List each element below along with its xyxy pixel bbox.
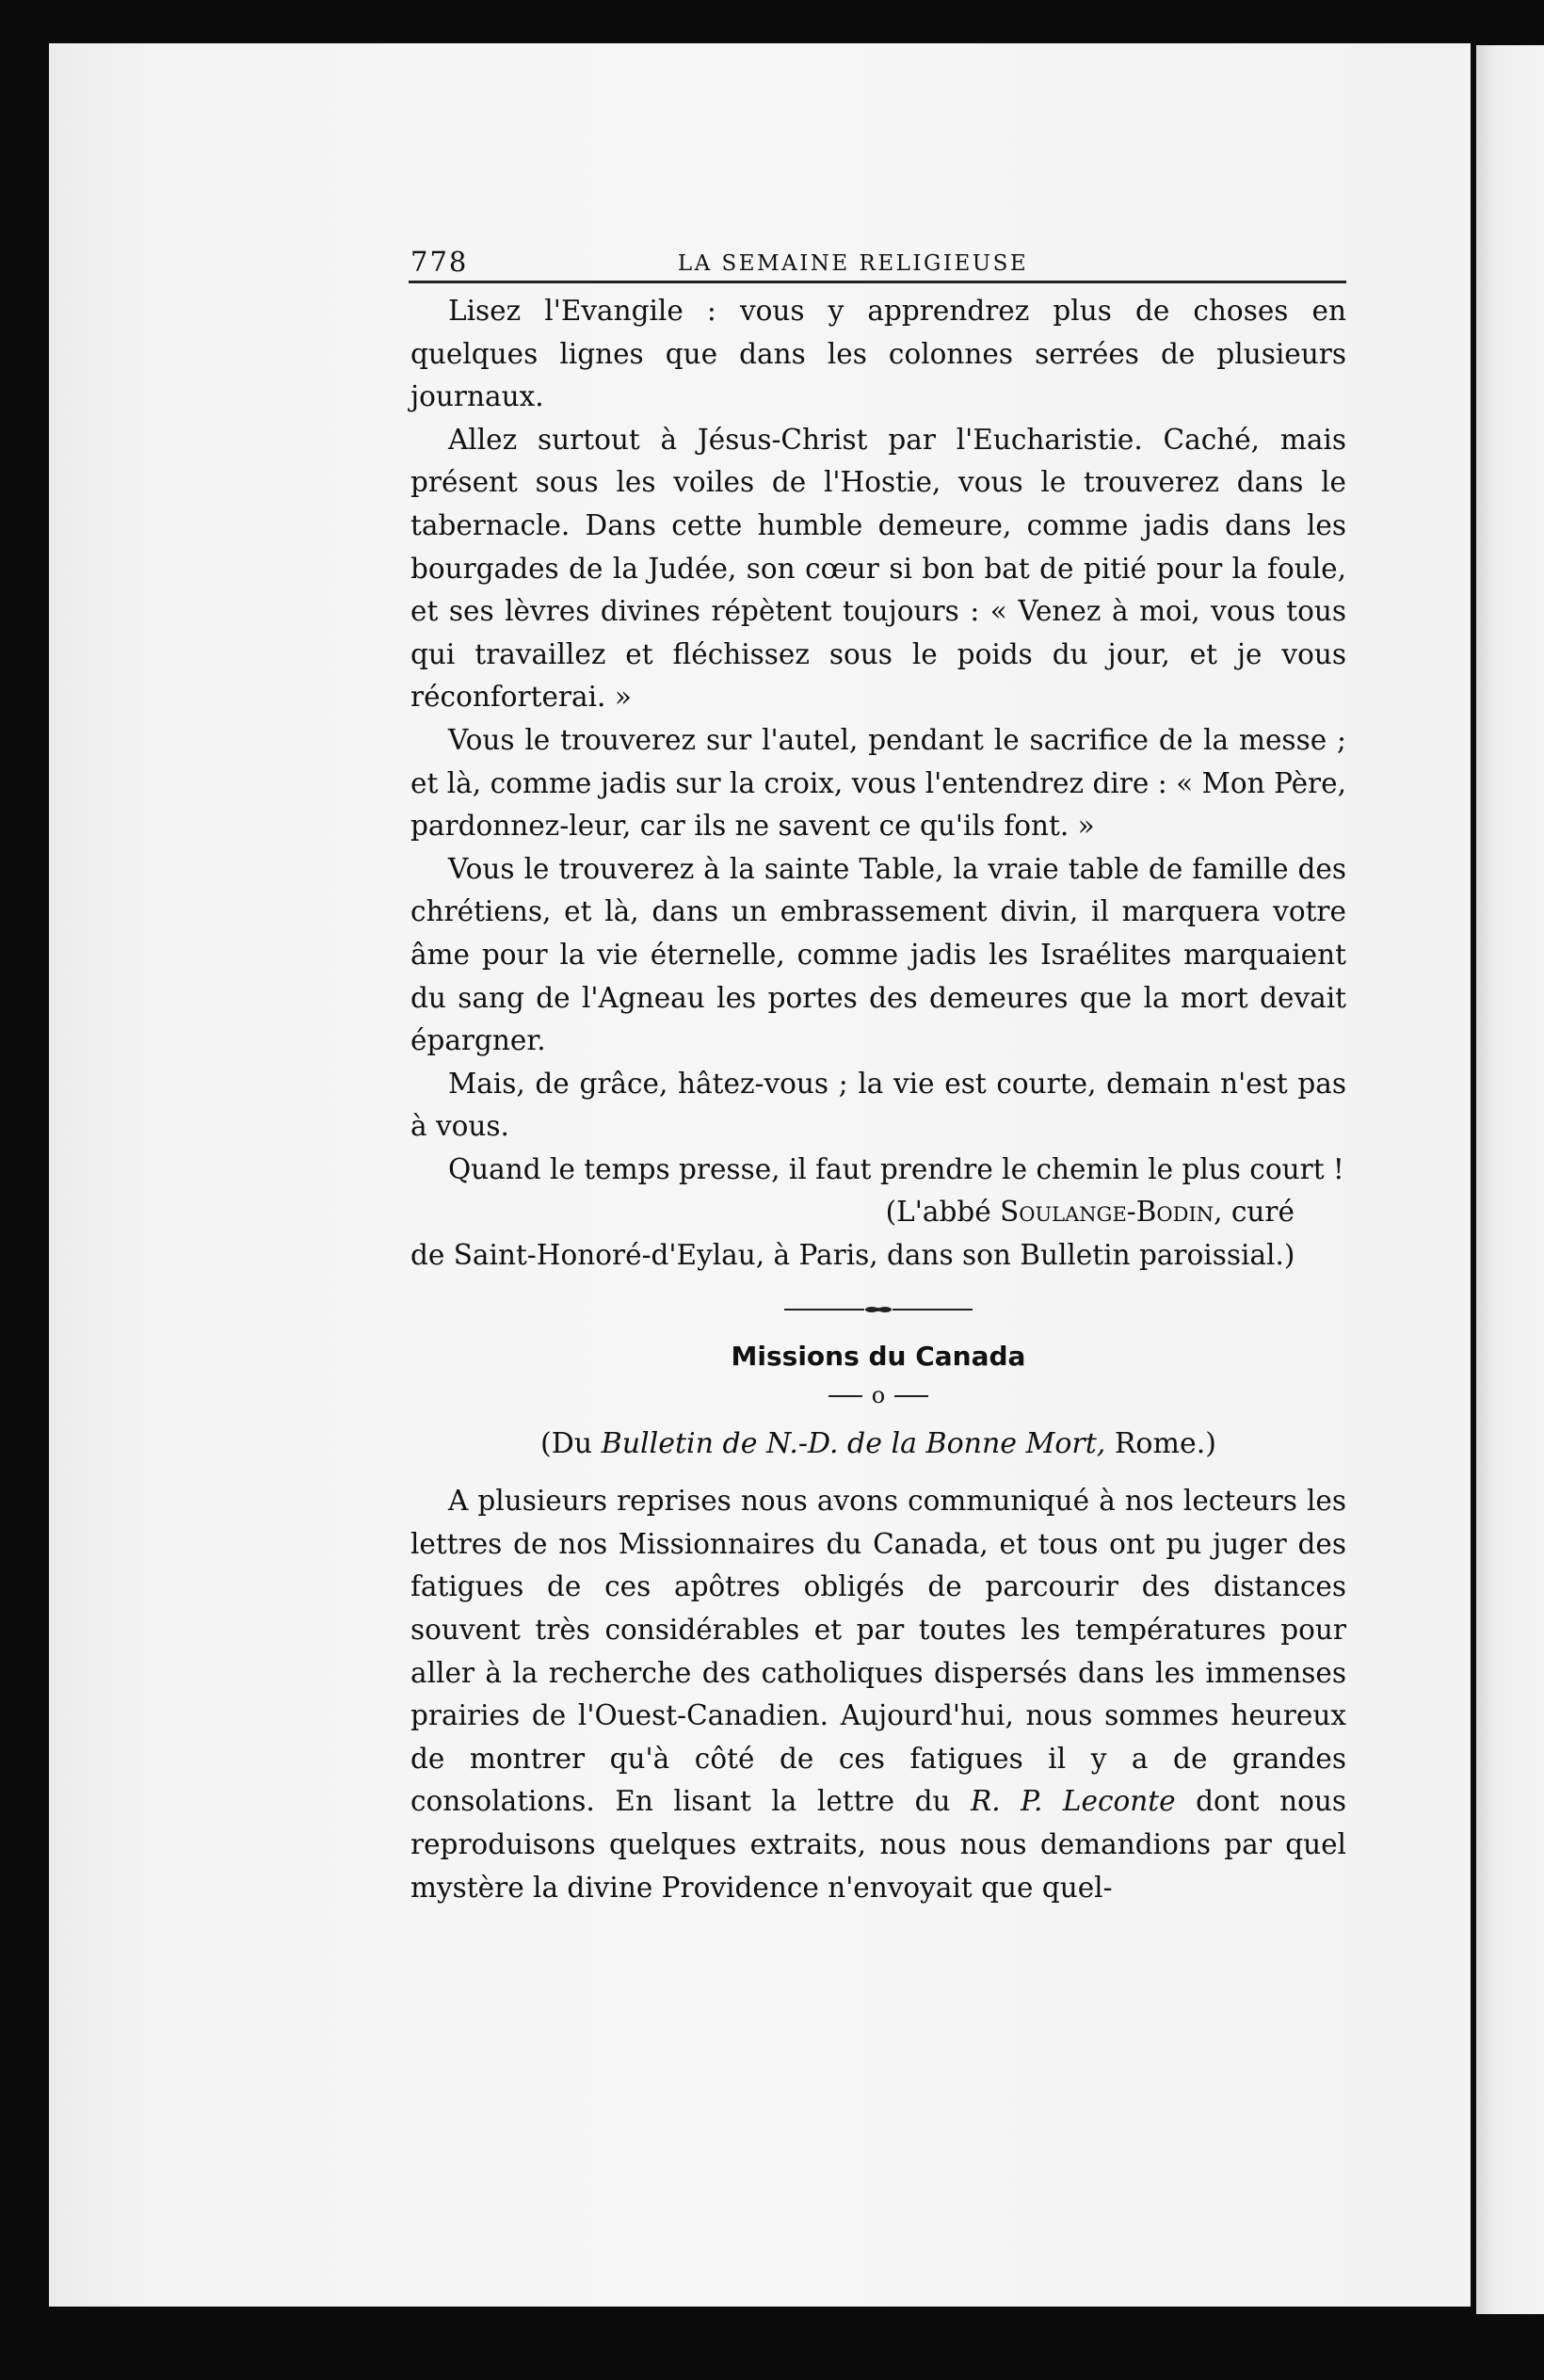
header-rule: [409, 281, 1346, 283]
paragraph: Vous le trouverez à la sainte Table, la vraie table de famille des chrétiens, et là, dans un embrassement divin, il marquera votre âme pour la vie éternelle, comme jadis les Israélites marquaient du sang de l'Agneau les portes des demeures que la mort devait épargner.: [410, 852, 1346, 1057]
running-head: [360, 232, 1346, 284]
source-close: Rome.): [1105, 1426, 1216, 1460]
running-title: LA SEMAINE RELIGIEUSE: [677, 251, 1029, 276]
paragraph: Vous le trouverez sur l'autel, pendant le sacrifice de la messe ; et là, comme jadis sur la croix, vous l'entendrez dire : « Mon Père, pardonnez-leur, car ils ne savent ce qu'ils font. »: [410, 723, 1346, 843]
ornament-flourish-icon: [864, 1303, 893, 1316]
author-name: Soulange-Bodin: [1000, 1196, 1214, 1229]
circle-divider: [410, 1379, 1346, 1411]
priest-name: R. P. Leconte: [971, 1785, 1176, 1818]
ornament-center: [864, 1303, 893, 1316]
paragraph: [410, 1480, 1346, 1909]
section-title: Missions du Canada: [731, 1340, 1026, 1372]
attribution-open: (L'abbé: [885, 1196, 1001, 1229]
ornament-divider: [784, 1300, 973, 1319]
page-number: 778: [410, 246, 469, 278]
divider-glyph: o: [871, 1381, 886, 1408]
author-role: , curé: [1214, 1196, 1295, 1229]
source-title: Bulletin de N.-D. de la Bonne Mort,: [601, 1426, 1106, 1460]
ornament-line-right: [893, 1309, 973, 1311]
ornament-line-left: [784, 1309, 864, 1311]
paragraph: Quand le temps presse, il faut prendre le chemin le plus court !: [448, 1152, 1344, 1185]
page-content: [360, 232, 1346, 1909]
divider-dash-right: [894, 1395, 928, 1397]
scanned-page: [49, 43, 1471, 2307]
paragraph: Allez surtout à Jésus-Christ par l'Eucharistie. Caché, mais présent sous les voiles de l'Hostie, vous le trouverez dans le tabernacle. Dans cette humble demeure, comme jadis dans les bourgades de la Judée, son cœur si bon bat de pitié pour la foule, et ses lèvres divines répètent toujours : « Venez à moi, vous tous qui travaillez et fléchissez sous le poids du jour, et je vous réconforterai. »: [410, 423, 1346, 714]
adjacent-page-edge: [1476, 45, 1544, 2314]
divider-dash-left: [828, 1395, 862, 1397]
paragraph-end: dont nous reproduisons quelques extraits, nous nous demandions par quel mystère la divine Providence n'envoyait que quel-: [410, 1785, 1347, 1904]
body-text: [360, 290, 1346, 1909]
source-line: [410, 1423, 1346, 1466]
attribution-line-2: de Saint-Honoré-d'Eylau, à Paris, dans son Bulletin paroissial.): [410, 1239, 1295, 1272]
source-open: (Du: [540, 1426, 602, 1460]
paragraph: Lisez l'Evangile : vous y apprendrez plus de choses en quelques lignes que dans les colonnes serrées de plusieurs journaux.: [410, 295, 1346, 413]
paragraph: Mais, de grâce, hâtez-vous ; la vie est courte, demain n'est pas à vous.: [410, 1067, 1346, 1143]
attribution-line-1: [410, 1191, 1346, 1234]
paragraph-start: A plusieurs reprises nous avons communiqué à nos lecteurs les lettres de nos Missionnaires du Canada, et tous ont pu juger des fatigues de ces apôtres obligés de parcourir des distances souvent très considérables et par toutes les températures pour aller à la recherche des catholiques dispersés dans les immenses prairies de l'Ouest-Canadien. Aujourd'hui, nous sommes heureux de montrer qu'à côté de ces fatigues il y a de grandes consolations. En lisant la lettre du: [410, 1485, 1346, 1818]
